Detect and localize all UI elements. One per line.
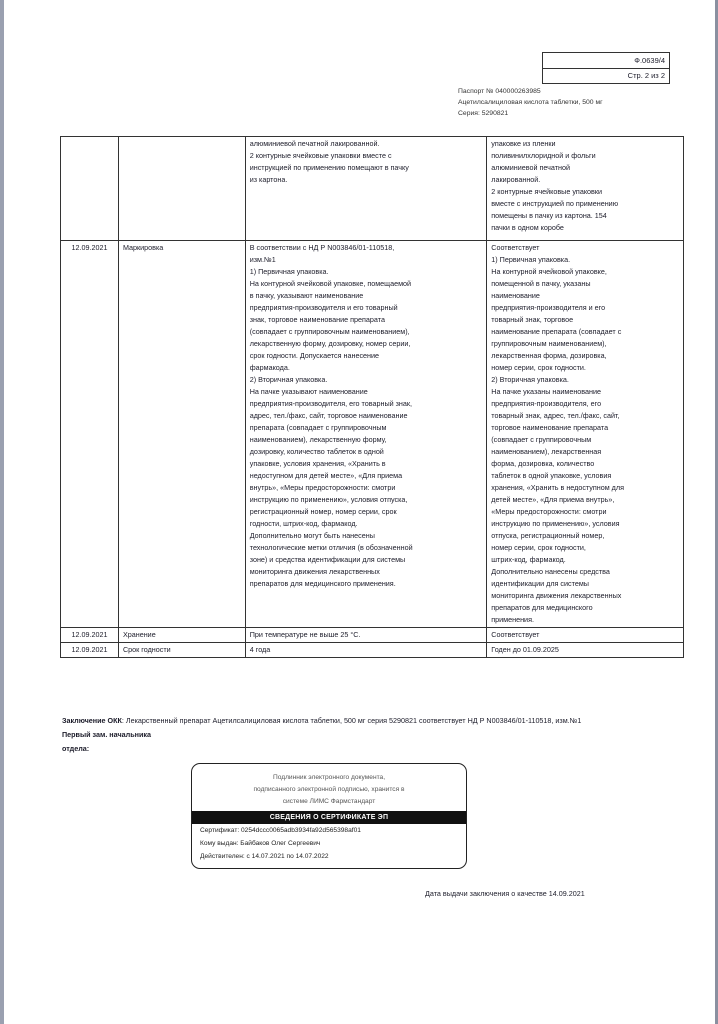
table-row <box>61 628 684 643</box>
passport-number: Паспорт № 040000263985 <box>458 88 541 95</box>
table-row <box>61 643 684 658</box>
signer-dept: отдела: <box>62 744 90 753</box>
row-date <box>61 137 119 241</box>
conclusion-block <box>62 714 622 756</box>
stamp-title: СВЕДЕНИЯ О СЕРТИФИКАТЕ ЭП <box>192 811 466 824</box>
page-counter: Стр. 2 из 2 <box>627 71 665 80</box>
table-row <box>61 137 684 241</box>
row-date: 12.09.2021 <box>61 628 119 643</box>
stamp-note-line: подписанного электронной подписью, хранится в <box>253 786 405 793</box>
row-result: Соответствует 1) Первичная упаковка. На контурной ячейковой упаковке, помещенной в пачку, указаны наименование предприятия-производителя и его товарный знак, торговое наименование препарата (совпадает с группировочным наименованием), лекарственная форма, дозировка, номер серии, срок годности. 2) Вторичная упаковка. На пачке указаны наименование предприятия-производителя, его товарный знак, адрес, тел./факс, сайт, торговое наименование препарата (совпадает с группировочным наименованием), лекарственная форма, дозировка, количество таблеток в одной упаковке, условия хранения, «Хранить в недоступном для детей месте», «Для приема внутрь», «Меры предосторожности: смотри инструкцию по применению», условия отпуска, регистрационный номер, номер серии, срок годности, штрих-код, фармакод. Дополнительно нанесены средства идентификации для системы мониторинга движения лекарственных препаратов для медицинского применения. <box>487 241 684 628</box>
row-indicator <box>118 137 245 241</box>
passport-product: Ацетилсалициловая кислота таблетки, 500 мг <box>458 99 603 106</box>
stamp-valid: Действителен: с 14.07.2021 по 14.07.2022 <box>200 853 329 860</box>
signer-title: Первый зам. начальника <box>62 730 151 739</box>
row-result: Соответствует <box>487 628 684 643</box>
conclusion-label: Заключение ОКК <box>62 716 122 725</box>
row-indicator: Срок годности <box>118 643 245 658</box>
row-result: упаковке из пленки поливинилхлоридной и фольги алюминиевой печатной лакированной. 2 контурные ячейковые упаковки вместе с инструкцией по применению помещены в пачку из картона. 154 пачки в одном коробе <box>487 137 684 241</box>
row-indicator: Хранение <box>118 628 245 643</box>
scan-edge-left <box>0 0 4 1024</box>
row-requirement: 4 года <box>245 643 487 658</box>
row-date: 12.09.2021 <box>61 241 119 628</box>
row-requirement: алюминиевой печатной лакированной. 2 контурные ячейковые упаковки вместе с инструкцией по применению помещают в пачку из картона. <box>245 137 487 241</box>
passport-series: Серия: 5290821 <box>458 110 509 117</box>
e-signature-stamp <box>191 763 467 869</box>
table-row <box>61 241 684 628</box>
form-code-box <box>542 52 670 84</box>
stamp-note-line: системе ЛИМС Фармстандарт <box>282 798 376 805</box>
row-indicator: Маркировка <box>118 241 245 628</box>
form-code: Ф.0639/4 <box>543 53 669 69</box>
row-requirement: При температуре не выше 25 °С. <box>245 628 487 643</box>
quality-table <box>60 136 684 658</box>
conclusion-body: : Лекарственный препарат Ацетилсалициловая кислота таблетки, 500 мг серия 5290821 соответствует НД Р N003846/01-110518, изм.№1 <box>121 716 582 725</box>
issue-date: Дата выдачи заключения о качестве 14.09.2021 <box>425 889 585 898</box>
passport-header <box>458 86 603 119</box>
stamp-note <box>192 772 466 808</box>
row-date: 12.09.2021 <box>61 643 119 658</box>
stamp-note-line: Подлинник электронного документа, <box>272 774 386 781</box>
stamp-issued-to: Кому выдан: Байбаков Олег Сергеевич <box>200 840 321 847</box>
row-requirement: В соответствии с НД Р N003846/01-110518, изм.№1 1) Первичная упаковка. На контурной ячейковой упаковке, помещаемой в пачку, указывают наименование предприятия-производителя и его товарный знак, торговое наименование препарата (совпадает с группировочным наименованием), лекарственную форму, дозировку, номер серии, срок годности. Допускается нанесение фармакода. 2) Вторичная упаковка. На пачке указывают наименование предприятия-производителя, его товарный знак, адрес, тел./факс, сайт, торговое наименование препарата (совпадает с группировочным наименованием), лекарственную форму, дозировку, количество таблеток в одной упаковке, условия хранения, «Хранить в недоступном для детей месте», «Для приема внутрь», «Меры предосторожности: смотри инструкцию по применению», условия отпуска, регистрационный номер, номер серии, срок годности, штрих-код, фармакод. Дополнительно могут быть нанесены технологические метки отличия (в обозначенной зоне) и средства идентификации для системы мониторинга движения лекарственных препаратов для медицинского применения. <box>245 241 487 628</box>
conclusion-text <box>62 714 622 728</box>
stamp-certificate: Сертификат: 0254dccc0065adb3934fa92d565398af01 <box>200 827 361 834</box>
row-result: Годен до 01.09.2025 <box>487 643 684 658</box>
